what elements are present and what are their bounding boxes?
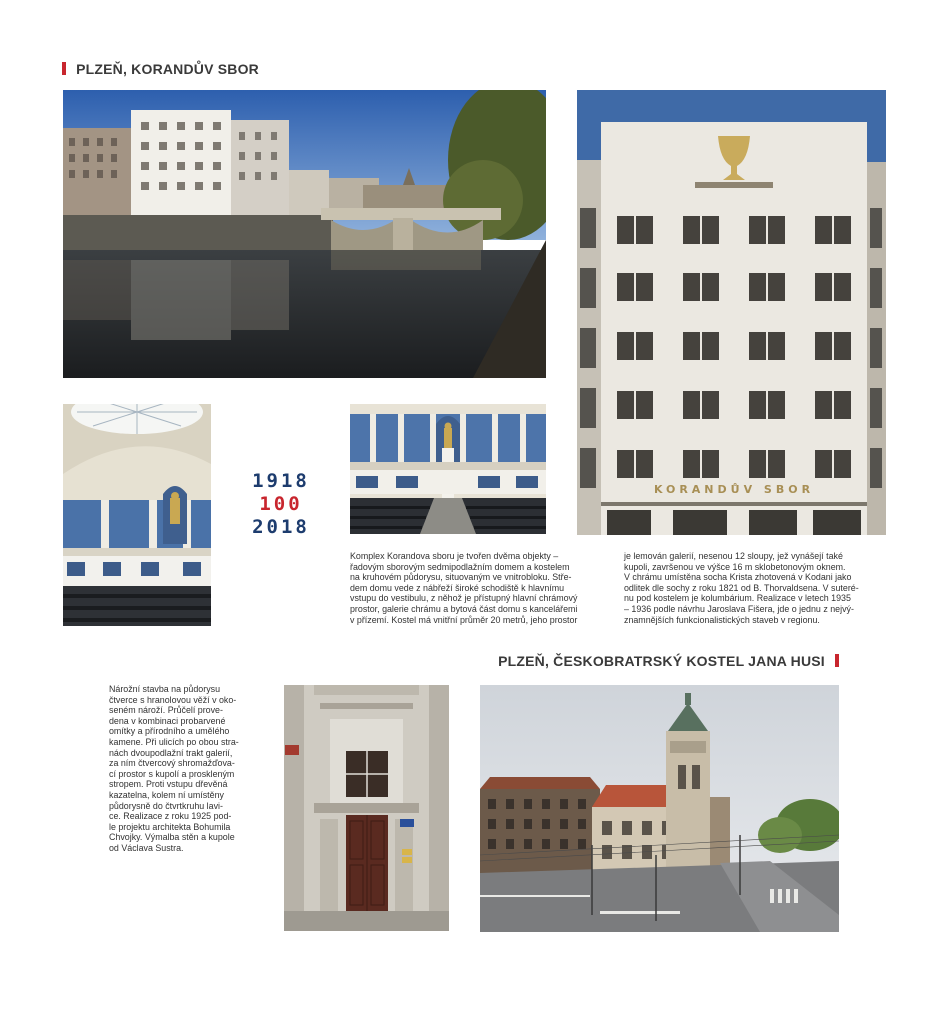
text-line: nu pod kostelem je kolumbárium. Realizace v letech 1935 xyxy=(624,593,851,604)
text-line: je lemován galerií, nesenou 12 sloupy, jež vynášejí také xyxy=(624,551,843,561)
text-line: seném nároží. Průčelí prove- xyxy=(109,705,223,716)
heading-text: PLZEŇ, KORANDŮV SBOR xyxy=(76,61,259,77)
text-line: v přízemí. Kostel má vnitřní průměr 20 metrů, jeho prostor xyxy=(350,614,578,625)
text-line: vstupu do vestibulu, z něhož je přístupný hlavní chrámový xyxy=(350,593,578,604)
description-jana-husi xyxy=(109,684,252,854)
heading-text: PLZEŇ, ČESKOBRATRSKÝ KOSTEL JANA HUSI xyxy=(498,653,825,669)
photo-river-bridge xyxy=(63,90,546,378)
text-line: od Václava Sustra. xyxy=(109,842,184,853)
text-line: le projektu architekta Bohumila xyxy=(109,821,231,832)
photo-korandu-sbor-facade xyxy=(577,90,886,535)
text-line: kupoli, završenou ve výšce 16 m sklobetonovým oknem. xyxy=(624,561,846,572)
heading-accent-bar xyxy=(62,62,66,75)
photo-interior-dome xyxy=(63,404,211,626)
section-heading-jana-husi xyxy=(498,653,839,669)
text-line: prostor, galerie chrámu a bytová část domu s kancelářemi xyxy=(350,603,578,614)
year-end: 2018 xyxy=(252,516,310,538)
text-line: cí prostor s kupolí a proskleným xyxy=(109,768,235,779)
text-line: půdorysně do čtvrtkruhu lavi- xyxy=(109,800,223,811)
text-line: Komplex Korandova sboru je tvořen dvěma objekty – xyxy=(350,551,559,561)
building-sign: KORANDŮV SBOR xyxy=(653,483,815,496)
photo-street-view xyxy=(480,685,839,932)
text-line: Nárožní stavba na půdorysu xyxy=(109,684,221,694)
section-heading-korandu-sbor xyxy=(62,61,259,77)
text-line: omítky a přírodního a umělého xyxy=(109,726,230,737)
text-line: znamnějších funkcionalistických staveb v regionu. xyxy=(624,614,820,625)
description-korandu-col1 xyxy=(350,551,612,625)
text-line: čtverce s hranolovou věží v oko- xyxy=(109,694,237,705)
year-start: 1918 xyxy=(252,470,310,492)
text-line: za ním čtvercový shromažďova- xyxy=(109,758,235,769)
text-line: odlitek dle sochy z roku 1821 od B. Thorvaldsena. V suteré- xyxy=(624,582,859,593)
text-line: nách dvoupodlažní trakt galerií, xyxy=(109,747,233,758)
text-line: dena v kombinaci probarvené xyxy=(109,715,226,726)
text-line: kazatelna, kolem ní umístěny xyxy=(109,789,224,800)
text-line: řadovým sborovým sedmipodlažním domem a kostelem xyxy=(350,561,570,572)
text-line: ce. Realizace z roku 1925 pod- xyxy=(109,811,232,822)
heading-accent-bar xyxy=(835,654,839,667)
year-middle: 100 xyxy=(259,493,303,515)
photo-church-portal xyxy=(284,685,449,931)
text-line: Chvojky. Výmalba stěn a kupole xyxy=(109,832,235,843)
anniversary-years xyxy=(240,470,322,539)
photo-interior-nave xyxy=(350,404,546,534)
text-line: V chrámu umístěna socha Krista zhotovená v Kodani jako xyxy=(624,572,852,583)
text-line: dem domu vede z nábřeží široké schodiště k hlavnímu xyxy=(350,582,565,593)
text-line: stropem. Proti vstupu dřevěná xyxy=(109,779,228,790)
description-korandu-col2 xyxy=(624,551,886,625)
text-line: kamene. Při ulicích po obou stra- xyxy=(109,736,239,747)
text-line: na kruhovém půdorysu, situovaným ve vnitrobloku. Stře- xyxy=(350,572,572,583)
text-line: – 1936 podle návrhu Jaroslava Fišera, jde o jednu z nejvý- xyxy=(624,603,854,614)
